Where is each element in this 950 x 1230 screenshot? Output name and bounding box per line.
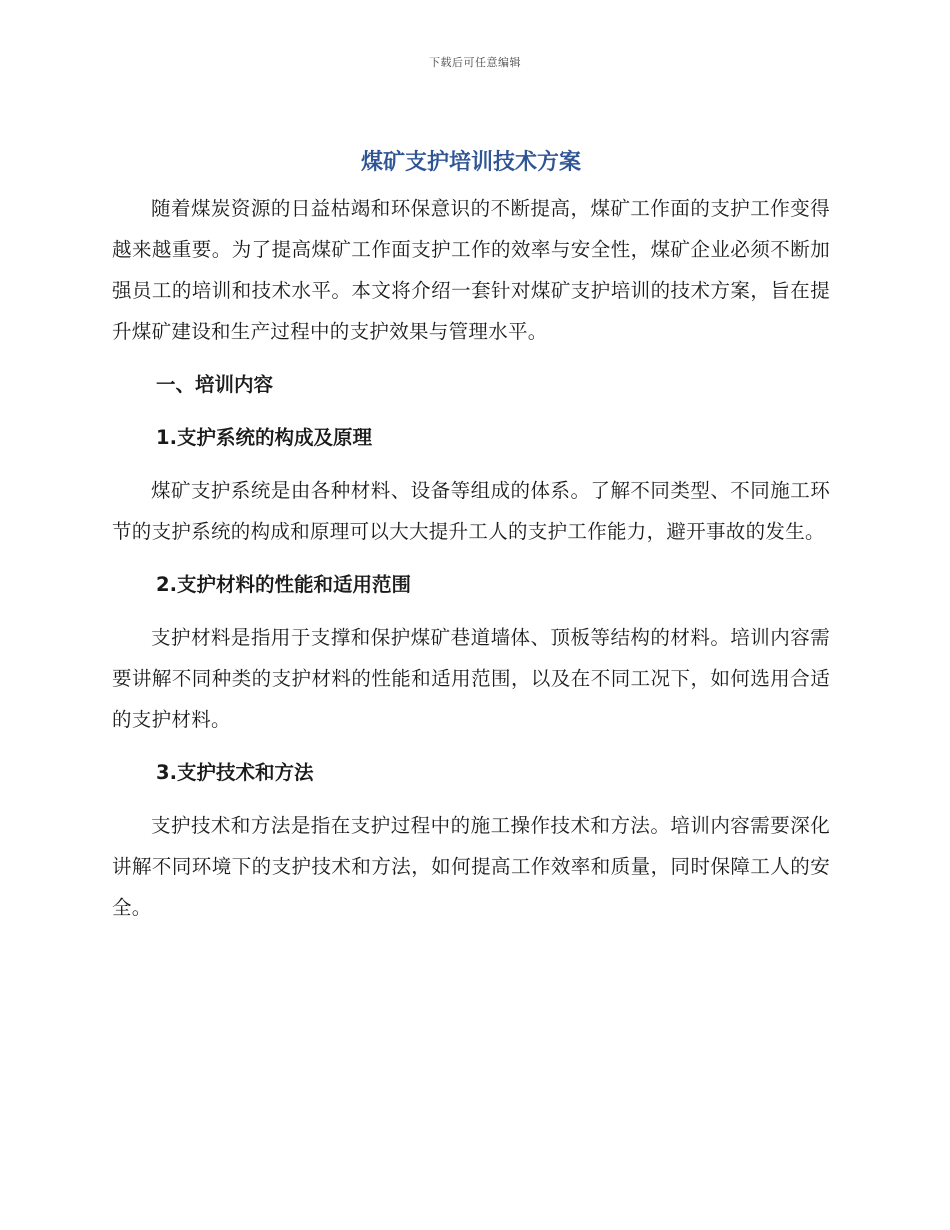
document-body [112,146,830,928]
subsection-heading-2: 2.支护材料的性能和适用范围 [156,573,411,596]
section-heading-training-content: 一、培训内容 [156,373,274,396]
subsection-heading-3: 3.支护技术和方法 [156,761,314,784]
subsection-heading-1: 1.支护系统的构成及原理 [156,426,372,449]
document-title: 煤矿支护培训技术方案 [360,150,581,175]
intro-paragraph: 随着煤炭资源的日益枯竭和环保意识的不断提高，煤矿工作面的支护工作变得越来越重要。为了提高煤矿工作面支护工作的效率与安全性，煤矿企业必须不断加强员工的培训和技术水平。本文将介绍一套针对煤矿支护培训的技术方案，旨在提升煤矿建设和生产过程中的支护效果与管理水平。 [112,197,830,343]
subsection-body-1: 煤矿支护系统是由各种材料、设备等组成的体系。了解不同类型、不同施工环节的支护系统的构成和原理可以大大提升工人的支护工作能力，避开事故的发生。 [112,479,830,543]
page-header: 下载后可任意编辑 [429,56,521,69]
subsection-body-2: 支护材料是指用于支撑和保护煤矿巷道墙体、顶板等结构的材料。培训内容需要讲解不同种类的支护材料的性能和适用范围，以及在不同工况下，如何选用合适的支护材料。 [112,626,830,731]
subsection-body-3: 支护技术和方法是指在支护过程中的施工操作技术和方法。培训内容需要深化讲解不同环境下的支护技术和方法，如何提高工作效率和质量，同时保障工人的安全。 [112,814,830,919]
